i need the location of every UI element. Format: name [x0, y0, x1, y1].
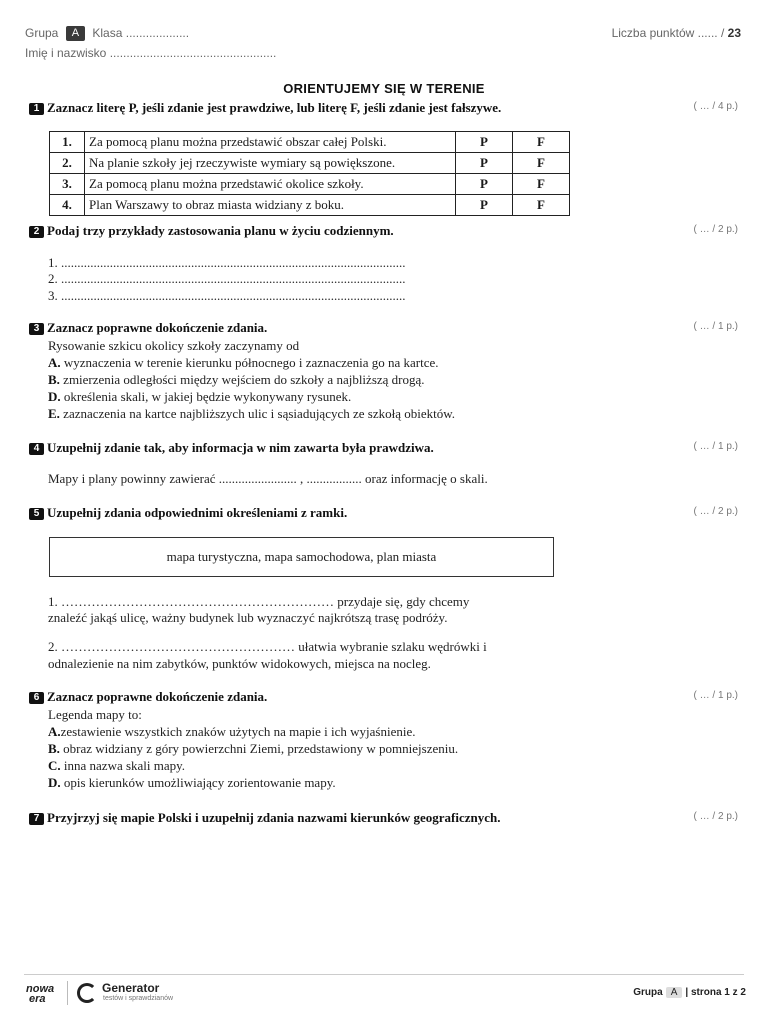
table-row [50, 195, 570, 216]
row-number: 1. [50, 132, 85, 153]
question-7-text: Przyjrzyj się mapie Polski i uzupełnij zdania nazwami kierunków geograficznych. [47, 810, 501, 825]
question-3-text: Zaznacz poprawne dokończenie zdania. [47, 320, 268, 335]
question-1-text: Zaznacz literę P, jeśli zdanie jest prawdziwe, lub literę F, jeśli zdanie jest fałszywe. [47, 100, 502, 115]
points-total: 23 [727, 26, 741, 40]
option-d[interactable]: D. opis kierunków umożliwiający zorientowanie mapy. [48, 775, 336, 790]
row-number: 2. [50, 153, 85, 174]
table-row [50, 153, 570, 174]
true-false-table [49, 131, 570, 216]
option-e[interactable]: E. zaznaczenia na kartce najbliższych ulic i sąsiadujących ze szkołą obiektów. [48, 406, 456, 421]
table-row [50, 132, 570, 153]
option-c[interactable]: C. inna nazwa skali mapy. [48, 758, 186, 773]
option-b[interactable]: B. zmierzenia odległości między wejściem do szkoły a najbliższą drogą. [48, 372, 425, 387]
question-3-stem: Rysowanie szkicu okolicy szkoły zaczynamy od [48, 338, 300, 353]
table-row [50, 174, 570, 195]
question-2-points: ( … / 2 p.) [693, 224, 738, 235]
question-6-text: Zaznacz poprawne dokończenie zdania. [47, 689, 268, 704]
footer-divider [24, 974, 744, 975]
row-statement: Na planie szkoły jej rzeczywiste wymiary są powiększone. [85, 153, 456, 174]
answer-line-1[interactable]: 1. .......................................................................................................... [48, 255, 406, 270]
question-1-points: ( … / 4 p.) [693, 101, 738, 112]
answer-line-2[interactable]: 2. .......................................................................................................... [48, 271, 406, 286]
answer-f[interactable]: F [513, 195, 570, 216]
group-badge: A [66, 26, 85, 41]
question-6-stem: Legenda mapy to: [48, 707, 142, 722]
answer-p[interactable]: P [456, 132, 513, 153]
generator-g-icon [77, 983, 97, 1003]
answer-p[interactable]: P [456, 195, 513, 216]
answer-f[interactable]: F [513, 174, 570, 195]
question-number-badge: 3 [29, 323, 44, 335]
row-statement: Za pomocą planu można przedstawić okolice szkoły. [85, 174, 456, 195]
group-label: Grupa [25, 26, 59, 40]
footer-group-badge: A [666, 987, 683, 998]
generator-subtitle: testów i sprawdzianów [103, 995, 174, 1002]
question-2-heading [29, 223, 394, 239]
sentence-2-line-1[interactable]: 2. ……………………………………………… ułatwia wybranie szlaku wędrówki i [48, 639, 487, 654]
question-5-points: ( … / 2 p.) [693, 506, 738, 517]
question-number-badge: 4 [29, 443, 44, 455]
question-4-heading [29, 440, 434, 456]
question-number-badge: 5 [29, 508, 44, 520]
question-5-text: Uzupełnij zdania odpowiednimi określeniami z ramki. [47, 505, 348, 520]
question-7-heading [29, 810, 501, 826]
question-4-text: Uzupełnij zdanie tak, aby informacja w nim zawarta była prawdziwa. [47, 440, 434, 455]
class-field: Klasa ................... [92, 26, 190, 40]
option-d[interactable]: D. określenia skali, w jakiej będzie wykonywany rysunek. [48, 389, 352, 404]
answer-line-3[interactable]: 3. .......................................................................................................... [48, 288, 406, 303]
answer-p[interactable]: P [456, 153, 513, 174]
word-box: mapa turystyczna, mapa samochodowa, plan miasta [49, 537, 554, 577]
option-a[interactable]: A. wyznaczenia w terenie kierunku północnego i zaznaczenia go na kartce. [48, 355, 439, 370]
row-statement: Plan Warszawy to obraz miasta widziany z boku. [85, 195, 456, 216]
fill-in-sentence[interactable]: Mapy i plany powinny zawierać ........................ , ................. oraz informację o skali. [48, 471, 488, 486]
name-field: Imię i nazwisko .................................................. [25, 46, 277, 60]
question-6-points: ( … / 1 p.) [693, 690, 738, 701]
question-1-heading [29, 100, 501, 116]
logo-separator [67, 981, 68, 1005]
page-number: | strona 1 z 2 [685, 987, 746, 998]
option-a[interactable]: A.zestawienie wszystkich znaków użytych na mapie i ich wyjaśnienie. [48, 724, 416, 739]
question-6-heading [29, 689, 267, 705]
question-2-text: Podaj trzy przykłady zastosowania planu w życiu codziennym. [47, 223, 394, 238]
row-number: 4. [50, 195, 85, 216]
question-number-badge: 7 [29, 813, 44, 825]
row-number: 3. [50, 174, 85, 195]
question-3-points: ( … / 1 p.) [693, 321, 738, 332]
sentence-1-line-1[interactable]: 1. ……………………………………………………… przydaje się, gdy chcemy [48, 594, 470, 609]
row-statement: Za pomocą planu można przedstawić obszar całej Polski. [85, 132, 456, 153]
sentence-1-line-2: znaleźć jakąś ulicę, ważny budynek lub wyznaczyć najkrótszą trasę podróży. [48, 610, 448, 625]
question-number-badge: 6 [29, 692, 44, 704]
question-number-badge: 1 [29, 103, 44, 115]
generator-name: Generator [102, 981, 160, 995]
points-total-field [612, 26, 741, 40]
answer-f[interactable]: F [513, 132, 570, 153]
option-b[interactable]: B. obraz widziany z góry powierzchni Ziemi, przedstawiony w pomniejszeniu. [48, 741, 459, 756]
question-7-points: ( … / 2 p.) [693, 811, 738, 822]
footer-page-info: Grupa A | strona 1 z 2 [633, 987, 746, 998]
nowa-era-logo: nowa era [26, 983, 55, 1005]
question-4-points: ( … / 1 p.) [693, 441, 738, 452]
points-label: Liczba punktów ...... / [611, 26, 725, 40]
question-3-heading [29, 320, 267, 336]
answer-f[interactable]: F [513, 153, 570, 174]
question-5-heading [29, 505, 347, 521]
question-number-badge: 2 [29, 226, 44, 238]
answer-p[interactable]: P [456, 174, 513, 195]
page-title: ORIENTUJEMY SIĘ W TERENIE [283, 81, 485, 96]
sentence-2-line-2: odnalezienie na nim zabytków, punktów widokowych, miejsca na nocleg. [48, 656, 431, 671]
header-group-row [25, 26, 189, 41]
